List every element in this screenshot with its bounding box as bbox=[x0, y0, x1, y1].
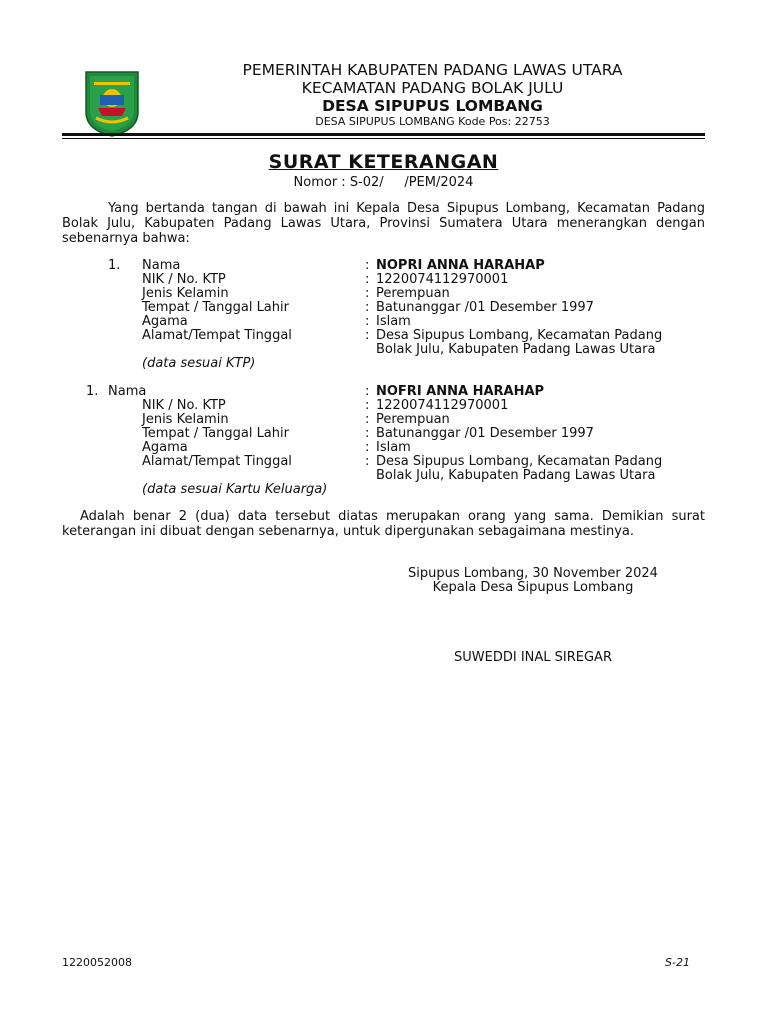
colon: : bbox=[365, 412, 370, 427]
person1-address-row-2 bbox=[62, 342, 705, 356]
person2-name-label: Nama bbox=[108, 384, 147, 399]
person2-address-value-line2: Bolak Julu, Kabupaten Padang Lawas Utara bbox=[376, 468, 656, 483]
person2-nik-value: 1220074112970001 bbox=[376, 398, 509, 413]
person1-gender-label: Jenis Kelamin bbox=[142, 286, 229, 301]
person2-name-value: NOFRI ANNA HARAHAP bbox=[376, 384, 545, 399]
footer-code-right: S-21 bbox=[665, 956, 690, 969]
person2-nik-row bbox=[62, 398, 705, 412]
person2-source-note: (data sesuai Kartu Keluarga) bbox=[142, 482, 328, 497]
header-divider-thick bbox=[62, 133, 705, 136]
person2-note-row bbox=[62, 482, 705, 496]
document-title: SURAT KETERANGAN bbox=[268, 151, 499, 173]
person2-gender-value: Perempuan bbox=[376, 412, 450, 427]
person2-name-row bbox=[62, 384, 705, 398]
regency-emblem-logo bbox=[82, 68, 142, 138]
person2-address-label: Alamat/Tempat Tinggal bbox=[142, 454, 292, 469]
document-number: Nomor : S-02/ /PEM/2024 bbox=[293, 175, 474, 190]
person1-birth-value: Batunanggar /01 Desember 1997 bbox=[376, 300, 594, 315]
signature-place-date: Sipupus Lombang, 30 November 2024 bbox=[408, 566, 658, 581]
colon: : bbox=[365, 384, 370, 399]
person2-birth-value: Batunanggar /01 Desember 1997 bbox=[376, 426, 594, 441]
colon: : bbox=[365, 258, 370, 273]
colon: : bbox=[365, 286, 370, 301]
header-government-line: PEMERINTAH KABUPATEN PADANG LAWAS UTARA bbox=[242, 61, 623, 79]
person1-religion-label: Agama bbox=[142, 314, 188, 329]
person2-religion-label: Agama bbox=[142, 440, 188, 455]
person1-source-note: (data sesuai KTP) bbox=[142, 356, 256, 371]
colon: : bbox=[365, 440, 370, 455]
colon: : bbox=[365, 314, 370, 329]
colon: : bbox=[365, 300, 370, 315]
person2-gender-row bbox=[62, 412, 705, 426]
person2-address-row-2 bbox=[62, 468, 705, 482]
person1-religion-row bbox=[62, 314, 705, 328]
person1-nik-value: 1220074112970001 bbox=[376, 272, 509, 287]
person2-birth-label: Tempat / Tanggal Lahir bbox=[142, 426, 289, 441]
person1-name-label: Nama bbox=[142, 258, 181, 273]
person2-address-value-line1: Desa Sipupus Lombang, Kecamatan Padang bbox=[376, 454, 663, 469]
colon: : bbox=[365, 398, 370, 413]
person2-nik-label: NIK / No. KTP bbox=[142, 398, 226, 413]
person1-birth-row bbox=[62, 300, 705, 314]
header-village-line: DESA SIPUPUS LOMBANG bbox=[322, 97, 543, 115]
header-district-line: KECAMATAN PADANG BOLAK JULU bbox=[301, 79, 564, 97]
signature-position: Kepala Desa Sipupus Lombang bbox=[432, 580, 634, 595]
intro-paragraph: Yang bertanda tangan di bawah ini Kepala Desa Sipupus Lombang, Kecamatan Padang Bolak Julu, Kabupaten Padang Lawas Utara, Provinsi Sumatera Utara menerangkan dengan sebenarnya bahwa: bbox=[62, 201, 705, 246]
person1-nik-row bbox=[62, 272, 705, 286]
person1-address-label: Alamat/Tempat Tinggal bbox=[142, 328, 292, 343]
person1-note-row bbox=[62, 356, 705, 370]
colon: : bbox=[365, 328, 370, 343]
person1-religion-value: Islam bbox=[376, 314, 411, 329]
person1-address-value-line1: Desa Sipupus Lombang, Kecamatan Padang bbox=[376, 328, 663, 343]
person1-gender-row bbox=[62, 286, 705, 300]
person2-gender-label: Jenis Kelamin bbox=[142, 412, 229, 427]
person1-name-row bbox=[62, 258, 705, 272]
person2-address-row bbox=[62, 454, 705, 468]
person1-address-value-line2: Bolak Julu, Kabupaten Padang Lawas Utara bbox=[376, 342, 656, 357]
header-divider-thin bbox=[62, 138, 705, 139]
person2-birth-row bbox=[62, 426, 705, 440]
person1-number: 1. bbox=[108, 258, 121, 273]
colon: : bbox=[365, 426, 370, 441]
person1-gender-value: Perempuan bbox=[376, 286, 450, 301]
colon: : bbox=[365, 272, 370, 287]
person1-name-value: NOPRI ANNA HARAHAP bbox=[376, 258, 545, 273]
person2-number: 1. bbox=[86, 384, 99, 399]
person2-religion-row bbox=[62, 440, 705, 454]
closing-paragraph: Adalah benar 2 (dua) data tersebut diatas merupakan orang yang sama. Demikian surat keterangan ini dibuat dengan sebenarnya, untuk dipergunakan sebagaimana mestinya. bbox=[62, 509, 705, 539]
person1-nik-label: NIK / No. KTP bbox=[142, 272, 226, 287]
header-address-line: DESA SIPUPUS LOMBANG Kode Pos: 22753 bbox=[315, 115, 550, 128]
emblem-icon bbox=[82, 68, 142, 138]
person1-address-row bbox=[62, 328, 705, 342]
person2-religion-value: Islam bbox=[376, 440, 411, 455]
signatory-name: SUWEDDI INAL SIREGAR bbox=[454, 650, 612, 665]
person1-birth-label: Tempat / Tanggal Lahir bbox=[142, 300, 289, 315]
footer-code-left: 1220052008 bbox=[62, 956, 132, 969]
colon: : bbox=[365, 454, 370, 469]
